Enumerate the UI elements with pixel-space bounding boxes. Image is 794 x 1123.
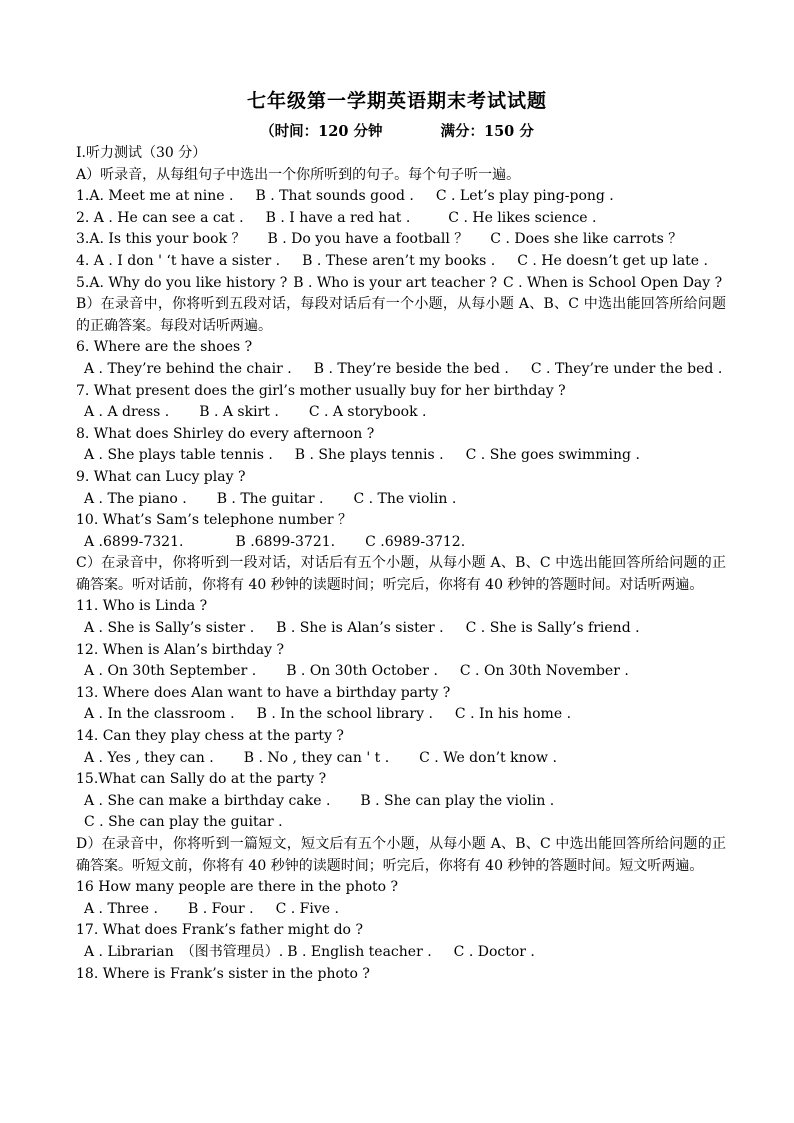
q11-option-a: A . She is Sally’s sister .: [84, 620, 255, 637]
q2-option-b: B . I have a red hat .: [265, 209, 411, 226]
q17-option-c: C . Doctor .: [453, 943, 535, 960]
q11-option-c: C . She is Sally’s friend .: [465, 620, 640, 637]
q8-option-a: A . She plays table tennis .: [84, 447, 273, 464]
part-d-instruction: D）在录音中，你将听到一篇短文，短文后有五个小题，从每小题 A、B、C 中选出能回答所给问题的正确答案。听短文前，你将有 40 秒钟的读题时间；听完后，你将有 40 秒钟的答题时间。短文听两遍。: [76, 836, 726, 874]
q1-option-a: 1.A. Meet me at nine .: [76, 188, 234, 205]
question-12-options: [76, 661, 726, 683]
question-3: [76, 229, 726, 251]
q9-option-c: C . The violin .: [353, 490, 457, 507]
question-7-options: [76, 402, 726, 424]
q4-option-b: B . These aren’t my books .: [302, 252, 496, 269]
question-15-options-extra: [76, 812, 726, 834]
question-7: 7. What present does the girl’s mother usually buy for her birthday ?: [76, 382, 566, 399]
q7-option-b: B . A skirt .: [199, 404, 279, 421]
question-10: 10. What’s Sam’s telephone number ？: [76, 512, 353, 529]
exam-body: [76, 143, 726, 985]
question-8-options: [76, 445, 726, 467]
q6-option-c: C . They’re under the bed .: [530, 360, 723, 377]
question-16: 16 How many people are there in the photo ?: [76, 879, 399, 896]
q5-option-a: 5.A. Why do you like history ?: [76, 274, 288, 291]
q15-option-b: B . She can play the violin .: [360, 792, 555, 809]
question-18: 18. Where is Frank’s sister in the photo ?: [76, 965, 370, 982]
question-9-options: [76, 489, 726, 511]
question-17-options: [76, 942, 726, 964]
question-13: 13. Where does Alan want to have a birthday party ?: [76, 684, 451, 701]
q8-option-b: B . She plays tennis .: [294, 447, 444, 464]
question-11-options: [76, 618, 726, 640]
q16-option-a: A . Three .: [84, 900, 158, 917]
q4-option-c: C . He doesn’t get up late .: [517, 252, 708, 269]
question-15: 15.What can Sally do at the party ?: [76, 771, 327, 788]
question-15-options: [76, 791, 726, 813]
exam-title: 七年级第一学期英语期末考试试题: [246, 90, 547, 112]
question-9: 9. What can Lucy play ?: [76, 468, 246, 485]
exam-time: （时间：120 分钟: [260, 123, 383, 140]
q9-option-a: A . The piano .: [84, 490, 187, 507]
question-13-options: [76, 704, 726, 726]
q13-option-c: C . In his home .: [454, 706, 572, 723]
q3-option-a: 3.A. Is this your book ？: [76, 231, 246, 248]
exam-score: 满分：150 分: [440, 123, 534, 140]
q10-option-b: B .6899-3721.: [235, 533, 336, 550]
q12-option-a: A . On 30th September .: [84, 663, 257, 680]
q14-option-b: B . No , they can ' t .: [243, 749, 390, 766]
section-heading: I.听力测试（30 分）: [76, 145, 207, 161]
q6-option-a: A . They’re behind the chair .: [84, 360, 292, 377]
q2-option-a: 2. A . He can see a cat .: [76, 209, 244, 226]
q12-option-c: C . On 30th November .: [459, 663, 629, 680]
question-10-options: [76, 532, 726, 554]
q5-option-c: C . When is School Open Day ?: [502, 274, 723, 291]
q14-option-a: A . Yes , they can .: [84, 749, 214, 766]
q16-option-b: B . Four .: [187, 900, 254, 917]
q14-option-c: C . We don’t know .: [419, 749, 557, 766]
q16-option-c: C . Five .: [275, 900, 339, 917]
question-1: [76, 186, 726, 208]
q9-option-b: B . The guitar .: [216, 490, 324, 507]
question-6-options: [76, 359, 726, 381]
q1-option-c: C . Let’s play ping-pong .: [435, 188, 614, 205]
q13-option-b: B . In the school library .: [256, 706, 433, 723]
q10-option-c: C .6989-3712.: [365, 533, 466, 550]
q8-option-c: C . She goes swimming .: [465, 447, 640, 464]
part-b-instruction: B）在录音中，你将听到五段对话，每段对话后有一个小题，从每小题 A、B、C 中选出能回答所给问题的正确答案。每段对话听两遍。: [76, 296, 726, 334]
part-a-instruction: A）听录音，从每组句子中选出一个你所听到的句子。每个句子听一遍。: [76, 166, 521, 183]
q3-option-c: C . Does she like carrots ？: [490, 231, 683, 248]
q17-option-a: A . Librarian （图书管理员）.: [84, 943, 284, 960]
question-14-options: [76, 748, 726, 770]
q13-option-a: A . In the classroom .: [84, 706, 235, 723]
q12-option-b: B . On 30th October .: [286, 663, 438, 680]
exam-subtitle: [0, 120, 794, 141]
question-12: 12. When is Alan’s birthday ?: [76, 641, 284, 658]
question-8: 8. What does Shirley do every afternoon ?: [76, 425, 375, 442]
q3-option-b: B . Do you have a football ？: [267, 231, 469, 248]
q5-option-b: B . Who is your art teacher ?: [293, 274, 497, 291]
question-14: 14. Can they play chess at the party ?: [76, 728, 344, 745]
part-c-instruction: C）在录音中，你将听到一段对话，对话后有五个小题，从每小题 A、B、C 中选出能回答所给问题的正确答案。听对话前，你将有 40 秒钟的读题时间；听完后，你将有 40 秒钟的答题时间。对话听两遍。: [76, 555, 726, 593]
question-11: 11. Who is Linda ?: [76, 598, 208, 615]
q4-option-a: 4. A . I don ' ‘t have a sister .: [76, 252, 281, 269]
question-4: [76, 251, 726, 273]
q17-option-b: B . English teacher .: [287, 943, 432, 960]
question-6: 6. Where are the shoes ?: [76, 339, 253, 356]
q11-option-b: B . She is Alan’s sister .: [276, 620, 444, 637]
question-17: 17. What does Frank’s father might do ?: [76, 922, 363, 939]
q7-option-a: A . A dress .: [84, 404, 170, 421]
q15-option-a: A . She can make a birthday cake .: [84, 792, 331, 809]
question-2: [76, 208, 726, 230]
q6-option-b: B . They’re beside the bed .: [313, 360, 509, 377]
q2-option-c: C . He likes science .: [448, 209, 597, 226]
q1-option-b: B . That sounds good .: [255, 188, 414, 205]
q7-option-c: C . A storybook .: [308, 404, 427, 421]
q10-option-a: A .6899-7321.: [84, 533, 184, 550]
question-16-options: [76, 899, 726, 921]
q15-option-c: C . She can play the guitar .: [84, 814, 283, 831]
question-5: [76, 273, 726, 295]
